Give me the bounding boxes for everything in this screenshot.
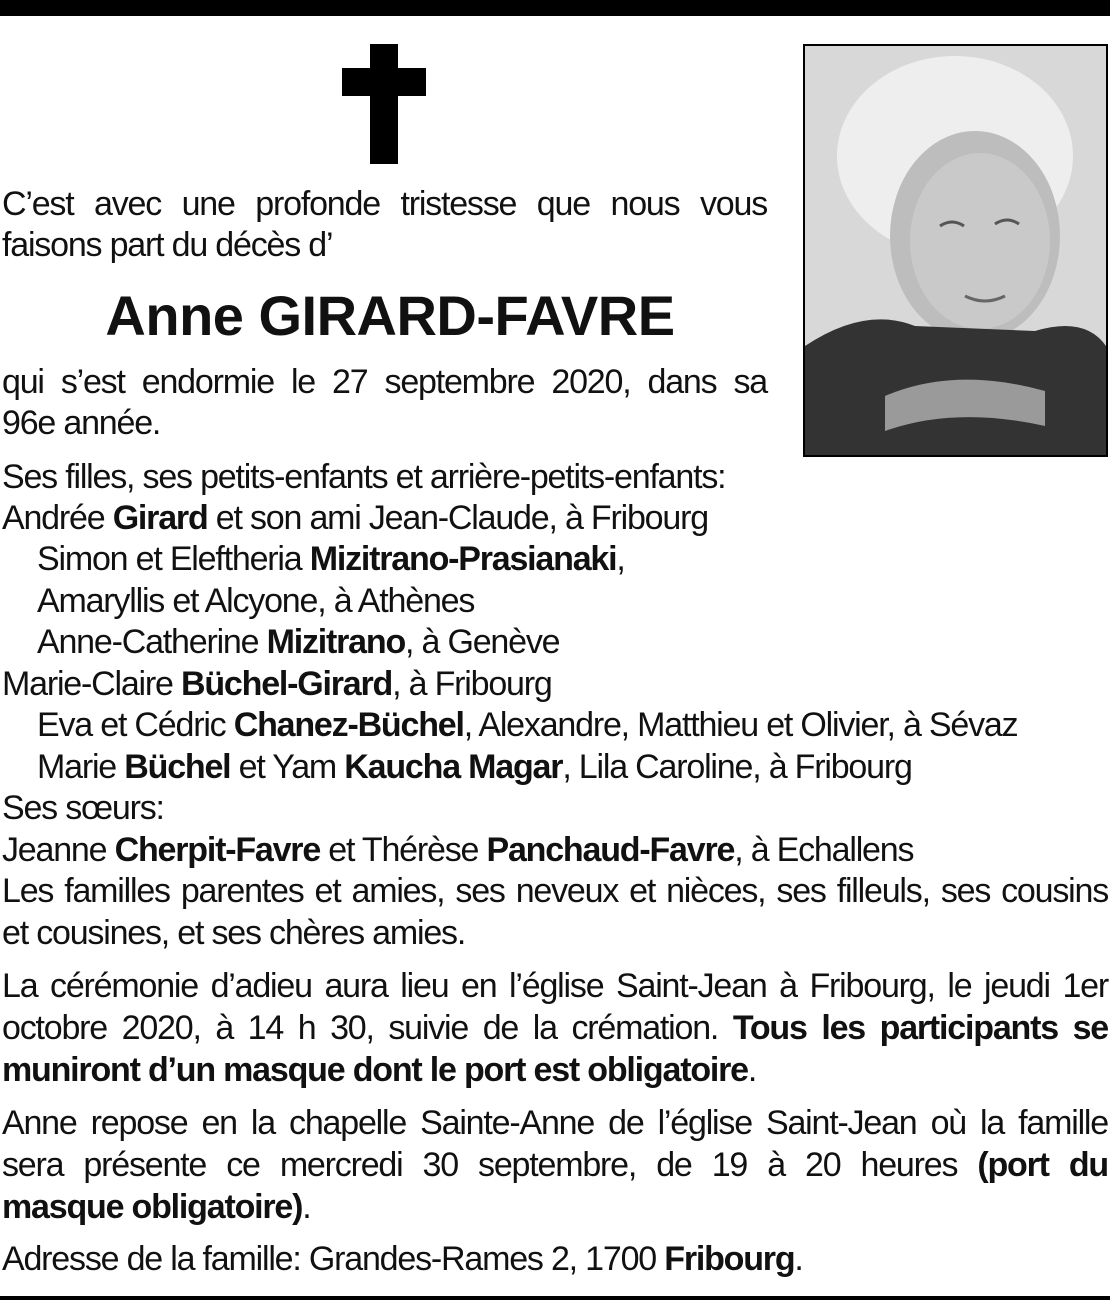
- repose-line-3: masque obligatoire).: [2, 1188, 311, 1226]
- family-line-marie: Marie Büchel et Yam Kaucha Magar, Lila Caroline, à Fribourg: [37, 748, 912, 786]
- repose-line-2: sera présente ce mercredi 30 septembre, de 19 à 20 heures (port du: [2, 1146, 1108, 1184]
- family-header: Ses filles, ses petits-enfants et arrière-petits-enfants:: [2, 458, 726, 496]
- family-line-andree: Andrée Girard et son ami Jean-Claude, à Fribourg: [2, 499, 708, 537]
- portrait-photo: [803, 44, 1108, 457]
- bottom-border: [0, 1296, 1110, 1300]
- ceremony-line-1: La cérémonie d’adieu aura lieu en l’église Saint-Jean à Fribourg, le jeudi 1er: [2, 967, 1108, 1005]
- ceremony-line-3: muniront d’un masque dont le port est obligatoire.: [2, 1051, 757, 1089]
- intro-line-2: faisons part du décès d’: [2, 226, 333, 264]
- death-line-1: qui s’est endormie le 27 septembre 2020, dans sa: [2, 363, 767, 401]
- sisters-header: Ses sœurs:: [2, 789, 164, 827]
- deceased-name: Anne GIRARD-FAVRE: [105, 284, 675, 347]
- family-line-eva: Eva et Cédric Chanez-Büchel, Alexandre, Matthieu et Olivier, à Sévaz: [37, 706, 1018, 744]
- family-line-marie-claire: Marie-Claire Büchel-Girard, à Fribourg: [2, 665, 552, 703]
- family-line-sisters: Jeanne Cherpit-Favre et Thérèse Panchaud-Favre, à Echallens: [2, 831, 914, 869]
- relatives-line-2: et cousines, et ses chères amies.: [2, 914, 466, 952]
- ceremony-line-2: octobre 2020, à 14 h 30, suivie de la crémation. Tous les participants se: [2, 1009, 1108, 1047]
- family-line-amaryllis: Amaryllis et Alcyone, à Athènes: [37, 582, 475, 620]
- death-line-2: 96e année.: [2, 404, 161, 442]
- family-address: Adresse de la famille: Grandes-Rames 2, 1700 Fribourg.: [2, 1240, 803, 1278]
- cross-icon: [342, 44, 426, 164]
- family-line-simon: Simon et Eleftheria Mizitrano-Prasianaki,: [37, 540, 625, 578]
- intro-line-1: C’est avec une profonde tristesse que nous vous: [2, 185, 767, 223]
- relatives-line-1: Les familles parentes et amies, ses neveux et nièces, ses filleuls, ses cousins: [2, 872, 1108, 910]
- top-border: [0, 0, 1110, 16]
- repose-line-1: Anne repose en la chapelle Sainte-Anne de l’église Saint-Jean où la famille: [2, 1104, 1108, 1142]
- family-line-anne-catherine: Anne-Catherine Mizitrano, à Genève: [37, 623, 560, 661]
